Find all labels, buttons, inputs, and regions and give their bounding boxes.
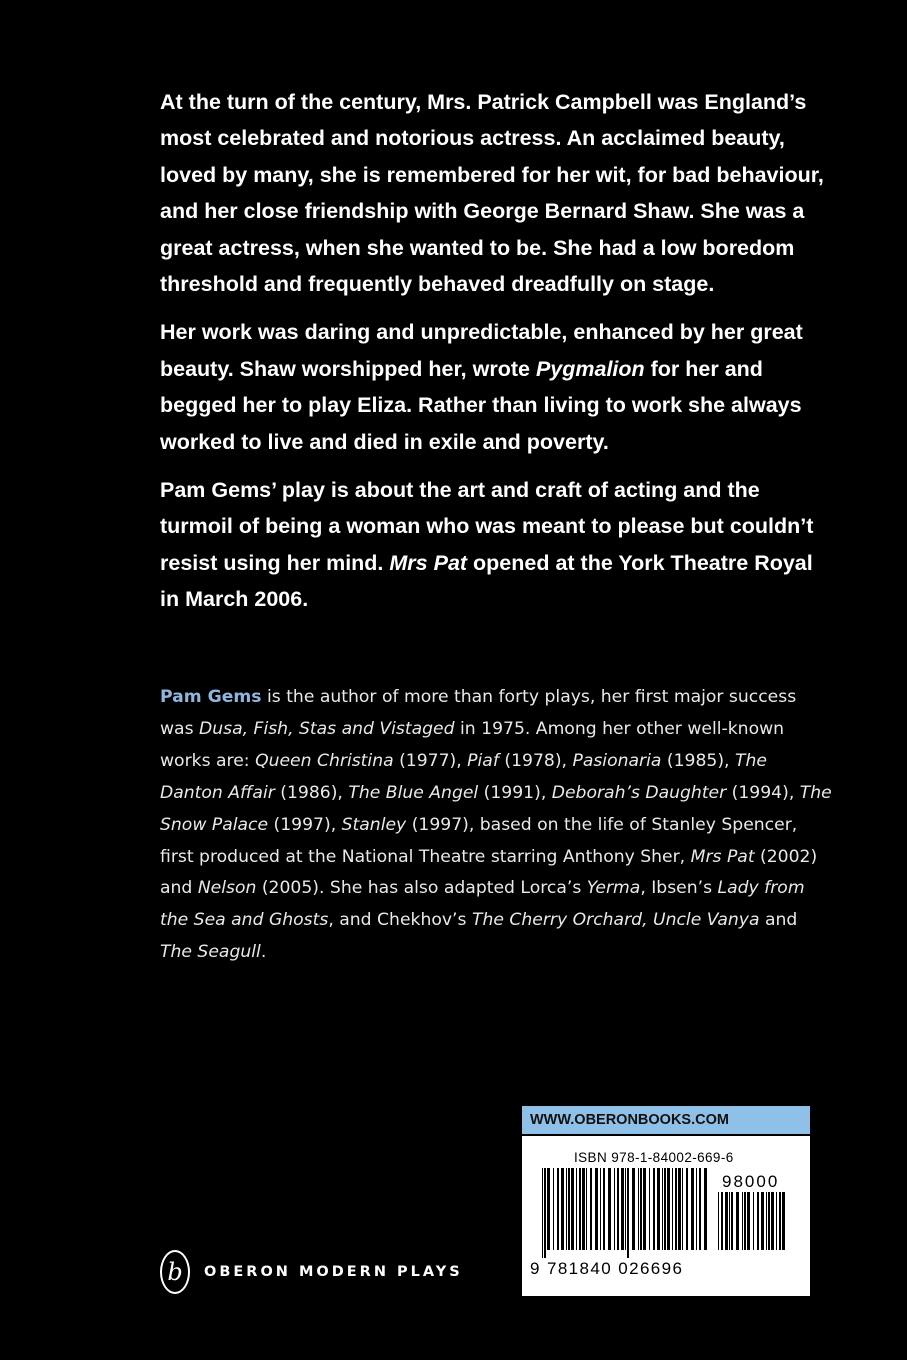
barcode-bar: [640, 1168, 642, 1250]
barcode-bar: [632, 1168, 635, 1250]
barcode-bar: [675, 1168, 677, 1250]
barcode-bar: [553, 1168, 554, 1250]
barcode-panel: [521, 1105, 811, 1297]
barcode-bar: [672, 1168, 673, 1250]
series-name: OBERON MODERN PLAYS: [204, 1264, 463, 1280]
barcode-bar: [761, 1192, 764, 1250]
price-addon-digits: 98000: [722, 1172, 780, 1191]
barcode-bar: [582, 1168, 585, 1250]
barcode-bar: [686, 1168, 688, 1250]
author-name: Pam Gems: [160, 687, 262, 707]
barcode-bar: [696, 1168, 697, 1250]
barcode-bar: [699, 1168, 701, 1250]
barcode-bar: [782, 1192, 785, 1250]
barcode-bar: [614, 1168, 615, 1250]
blurb: [160, 84, 825, 630]
barcode-bar: [766, 1192, 767, 1250]
publisher-imprint: [160, 1248, 463, 1296]
blurb-paragraph-3: Pam Gems’ play is about the art and craft of acting and the turmoil of being a woman who was meant to please but couldn’t resist using her mind. Mrs Pat opened at the York Theatre Royal in March 2006.: [160, 478, 814, 612]
barcode-bar: [586, 1168, 587, 1250]
barcode-bar: [590, 1168, 592, 1250]
barcode-bar: [691, 1168, 694, 1250]
barcode-bar: [608, 1168, 611, 1250]
barcode-bar: [557, 1168, 559, 1250]
barcode-bar: [742, 1192, 743, 1250]
barcode-bar: [725, 1192, 728, 1250]
barcode-bar: [638, 1168, 639, 1250]
barcode-bar: [678, 1168, 681, 1250]
barcode-bar: [542, 1168, 543, 1258]
addon-barcode: [718, 1192, 790, 1260]
barcode-bar: [579, 1168, 581, 1250]
oberon-logo-icon: b: [160, 1250, 190, 1294]
barcode-bar: [721, 1192, 723, 1250]
barcode-bar: [664, 1168, 666, 1250]
barcode-bar: [731, 1192, 733, 1250]
barcode-bar: [657, 1168, 660, 1250]
blurb-paragraph-2: Her work was daring and unpredictable, enhanced by her great beauty. Shaw worshipped her, wrote Pygmalion for her and begged her to play Eliza. Rather than living to work she always worked to live and died in exile and poverty.: [160, 320, 803, 454]
barcode-bar: [771, 1192, 774, 1250]
blurb-paragraph-1: At the turn of the century, Mrs. Patrick Campbell was England’s most celebrated and notorious actress. An acclaimed beauty, loved by many, she is remembered for her wit, for bad behaviour, and her close friendship with George Bernard Shaw. She was a great actress, when she wanted to be. She had a low boredom threshold and frequently behaved dreadfully on stage.: [160, 90, 824, 297]
barcode-bar: [544, 1168, 546, 1258]
isbn-text: ISBN 978-1-84002-669-6: [574, 1150, 734, 1165]
title-mrs-pat: Mrs Pat: [389, 550, 468, 575]
barcode-bar: [779, 1192, 781, 1250]
barcode-bar: [744, 1192, 746, 1250]
publisher-url: WWW.OBERONBOOKS.COM: [522, 1106, 810, 1136]
barcode-bar: [729, 1192, 730, 1250]
barcode-bar: [561, 1168, 564, 1250]
barcode-bar: [667, 1168, 670, 1250]
barcode-bar: [649, 1168, 650, 1250]
barcode-bar: [595, 1168, 598, 1250]
barcode-bar: [566, 1168, 567, 1250]
barcode-bar: [653, 1168, 655, 1250]
barcode-bar: [662, 1168, 663, 1250]
barcode-bar: [736, 1192, 739, 1250]
barcode-bar: [568, 1168, 570, 1250]
barcode-bar: [704, 1168, 707, 1250]
barcode-bar: [625, 1168, 626, 1250]
barcode-bar: [747, 1192, 750, 1250]
barcode-bar: [753, 1192, 754, 1250]
author-bio: [160, 682, 832, 969]
title-pygmalion: Pygmalion: [535, 356, 645, 381]
barcode-bar: [718, 1192, 719, 1250]
barcode-bar: [600, 1168, 601, 1250]
barcode-bar: [603, 1168, 605, 1250]
barcode-bar: [571, 1168, 574, 1250]
barcode-bar: [768, 1192, 770, 1250]
author-bio-paragraph: Pam Gems is the author of more than forty plays, her first major success was Dusa, Fish, Stas and Vistaged in 1975. Among her other well-known works are: Queen Christina (1977), Piaf (1978), Pasionaria (1985), The Danton Affair (1986), The Blue Angel (1991), Deborah’s Daughter (1994), The Snow Palace (1997), Stanley (1997), based on the life of Stanley Spencer, first produced at the National Theatre starring Anthony Sher, Mrs Pat (2002) and Nelson (2005). She has also adapted Lorca’s Yerma, Ibsen’s Lady from the Sea and Ghosts, and Chekhov’s The Cherry Orchard, Uncle Vanya and The Seagull.: [160, 687, 832, 963]
barcode-bar: [547, 1168, 550, 1250]
ean-barcode: [542, 1168, 712, 1260]
barcode-bar: [757, 1192, 759, 1250]
barcode-bar: [776, 1192, 777, 1250]
barcode-bar: [617, 1168, 619, 1250]
barcode-bar: [627, 1168, 629, 1258]
ean-digits: 9 781840 026696: [530, 1259, 684, 1278]
barcode-bar: [621, 1168, 624, 1250]
barcode-bar: [576, 1168, 577, 1250]
barcode-bar: [643, 1168, 646, 1250]
barcode-bar: [682, 1168, 683, 1250]
